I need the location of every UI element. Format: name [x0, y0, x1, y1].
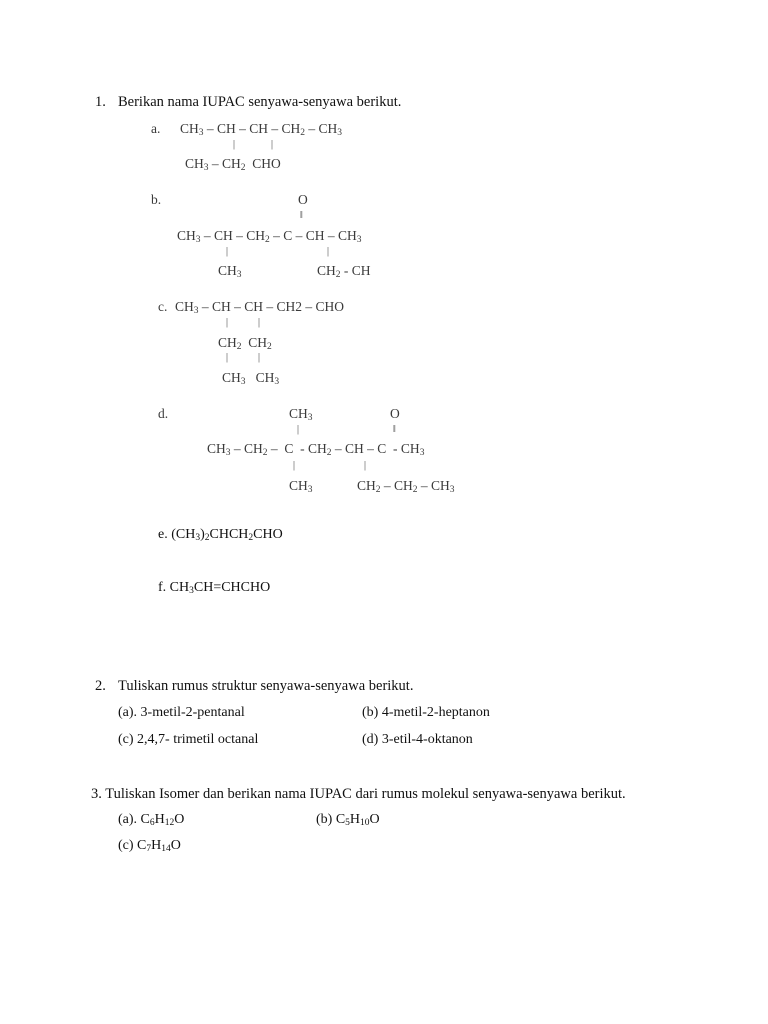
q1d-substituent: $CH_3$	[289, 478, 313, 495]
q1c-terminal-groups: $CH_3$ $CH_3$	[222, 370, 280, 387]
q1a-label: a.	[151, 121, 161, 136]
q1b-double-bond: ‖	[300, 210, 303, 221]
q2-item-a: (a). 3-metil-2-pentanal	[118, 705, 245, 720]
q1d-label: d.	[158, 406, 169, 421]
q1d-double-bond: ‖	[393, 424, 396, 435]
q1d-oxygen: O	[390, 406, 400, 421]
q1c-bond: |	[226, 352, 229, 363]
q1a-bond: |	[233, 139, 236, 150]
q1a-main-chain: $CH_3$ – CH – CH – $CH_2 - CH_3$	[180, 121, 343, 138]
q1b-main-chain: $CH_3$ – CH – $CH_2$ – C – CH – $CH_3$	[177, 228, 362, 245]
q1e-formula: e. $(CH_3)_2CHCH_2CHO$	[158, 527, 283, 543]
q2-item-c: (c) 2,4,7- trimetil octanal	[118, 732, 259, 747]
q3-text: 3. Tuliskan Isomer dan berikan nama IUPAC dari rumus molekul senyawa-senyawa berikut.	[91, 786, 626, 802]
q2-text: Tuliskan rumus struktur senyawa-senyawa berikut.	[118, 678, 414, 694]
q1c-bond: |	[258, 352, 261, 363]
q1d-substituent: $CH_2 - CH_2 - CH_3$	[357, 478, 455, 495]
q1d-bond: |	[293, 460, 296, 471]
q2-number: 2.	[95, 678, 106, 694]
q1d-main-chain: $CH_3 - CH_2$ – C - $CH_2$ – CH – C - $CH_3$	[207, 441, 425, 458]
q1f-formula: f. $CH_3CH=CHCHO$	[158, 580, 271, 596]
q1c-main-chain: $CH_3$ – CH – CH – CH2 – CHO	[175, 299, 345, 316]
q3-item-c: (c) $C_7H_{14}O$	[118, 838, 181, 854]
q1b-bond: |	[226, 246, 229, 257]
q1d-bond: |	[364, 460, 367, 471]
q1b-substituent: $CH_2$ - CH	[317, 263, 371, 280]
q1-number: 1.	[95, 94, 106, 110]
q3-item-a: (a). $C_6H_{12}O$	[118, 812, 185, 828]
q1d-bond: |	[297, 424, 300, 435]
q2-item-b: (b) 4-metil-2-heptanon	[362, 705, 490, 720]
q1b-bond: |	[327, 246, 330, 257]
q1c-substituents: $CH_2$ $CH_2$	[218, 335, 272, 352]
q1c-label: c.	[158, 299, 168, 314]
q3-item-b: (b) $C_5H_{10}O$	[316, 812, 380, 828]
q1a-bond: |	[271, 139, 274, 150]
q1b-substituent: $CH_3$	[218, 263, 242, 280]
q1c-bond: |	[258, 317, 261, 328]
q1c-bond: |	[226, 317, 229, 328]
q1a-substituents: $CH_3 - CH_2$ CHO	[185, 156, 281, 173]
q2-item-d: (d) 3-etil-4-oktanon	[362, 732, 473, 747]
q1-text: Berikan nama IUPAC senyawa-senyawa berikut.	[118, 94, 402, 110]
q1b-oxygen: O	[298, 192, 308, 207]
q1d-substituent: $CH_3$	[289, 406, 313, 423]
q1b-label: b.	[151, 192, 162, 207]
